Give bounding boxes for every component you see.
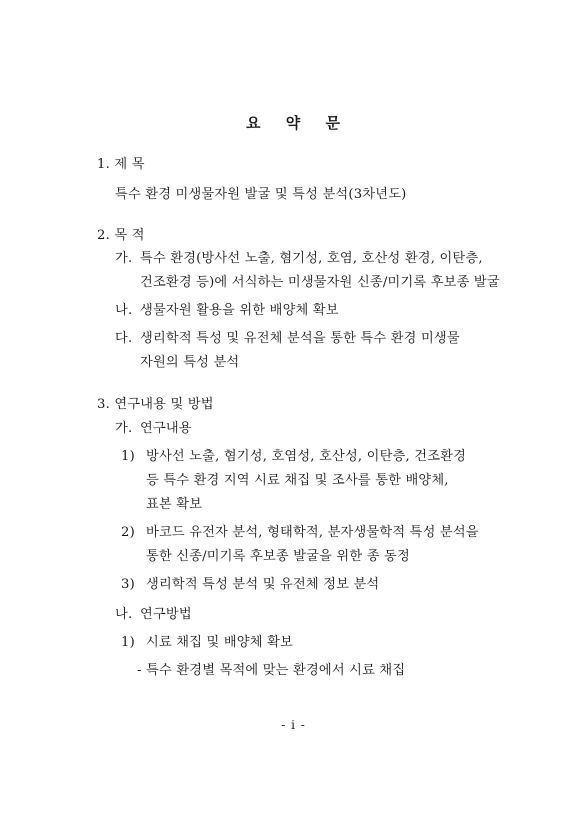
purpose-item-label: 가. [115, 251, 133, 266]
page-title: 요 약 문 [246, 114, 341, 132]
section-heading-purpose: 2. 목 적 [97, 228, 145, 243]
purpose-item-text: 특수 환경(방사선 노출, 혐기성, 호염, 호산성 환경, 이탄층, [140, 251, 483, 266]
purpose-item-text: 생물자원 활용을 위한 배양체 확보 [140, 303, 339, 318]
project-title-text: 특수 환경 미생물자원 발굴 및 특성 분석(3차년도) [115, 187, 407, 202]
subsection-title: 연구내용 [140, 421, 192, 436]
subsection-title: 연구방법 [140, 607, 192, 622]
method-item-number: 1) [121, 635, 135, 650]
method-item-text: 시료 채집 및 배양체 확보 [146, 635, 293, 650]
content-item-number: 2) [121, 525, 135, 540]
content-item-text: 표본 확보 [146, 497, 203, 512]
purpose-item-text: 건조환경 등)에 서식하는 미생물자원 신종/미기록 후보종 발굴 [140, 275, 500, 290]
purpose-item-label: 나. [115, 303, 133, 318]
subsection-label: 나. [115, 607, 133, 622]
section-heading-title: 1. 제 목 [97, 157, 145, 172]
content-item-number: 1) [121, 449, 135, 464]
purpose-item-label: 다. [115, 331, 133, 346]
content-item-text: 바코드 유전자 분석, 형태학적, 분자생물학적 특성 분석을 [146, 525, 479, 540]
content-item-text: 생리학적 특성 분석 및 유전체 정보 분석 [146, 577, 380, 592]
content-item-text: 통한 신종/미기록 후보종 발굴을 위한 종 동정 [146, 549, 410, 564]
content-item-text: 방사선 노출, 혐기성, 호염성, 호산성, 이탄층, 건조환경 [146, 449, 467, 464]
method-bullet-text: - 특수 환경별 목적에 맞는 환경에서 시료 채집 [137, 663, 406, 678]
content-item-text: 등 특수 환경 지역 시료 채집 및 조사를 통한 배양체, [146, 473, 449, 488]
page-number: - i - [281, 718, 306, 732]
content-item-number: 3) [121, 577, 135, 592]
section-heading-methods: 3. 연구내용 및 방법 [97, 397, 214, 412]
subsection-label: 가. [115, 421, 133, 436]
purpose-item-text: 생리학적 특성 및 유전체 분석을 통한 특수 환경 미생물 [140, 331, 460, 346]
purpose-item-text: 자원의 특성 분석 [140, 355, 240, 370]
